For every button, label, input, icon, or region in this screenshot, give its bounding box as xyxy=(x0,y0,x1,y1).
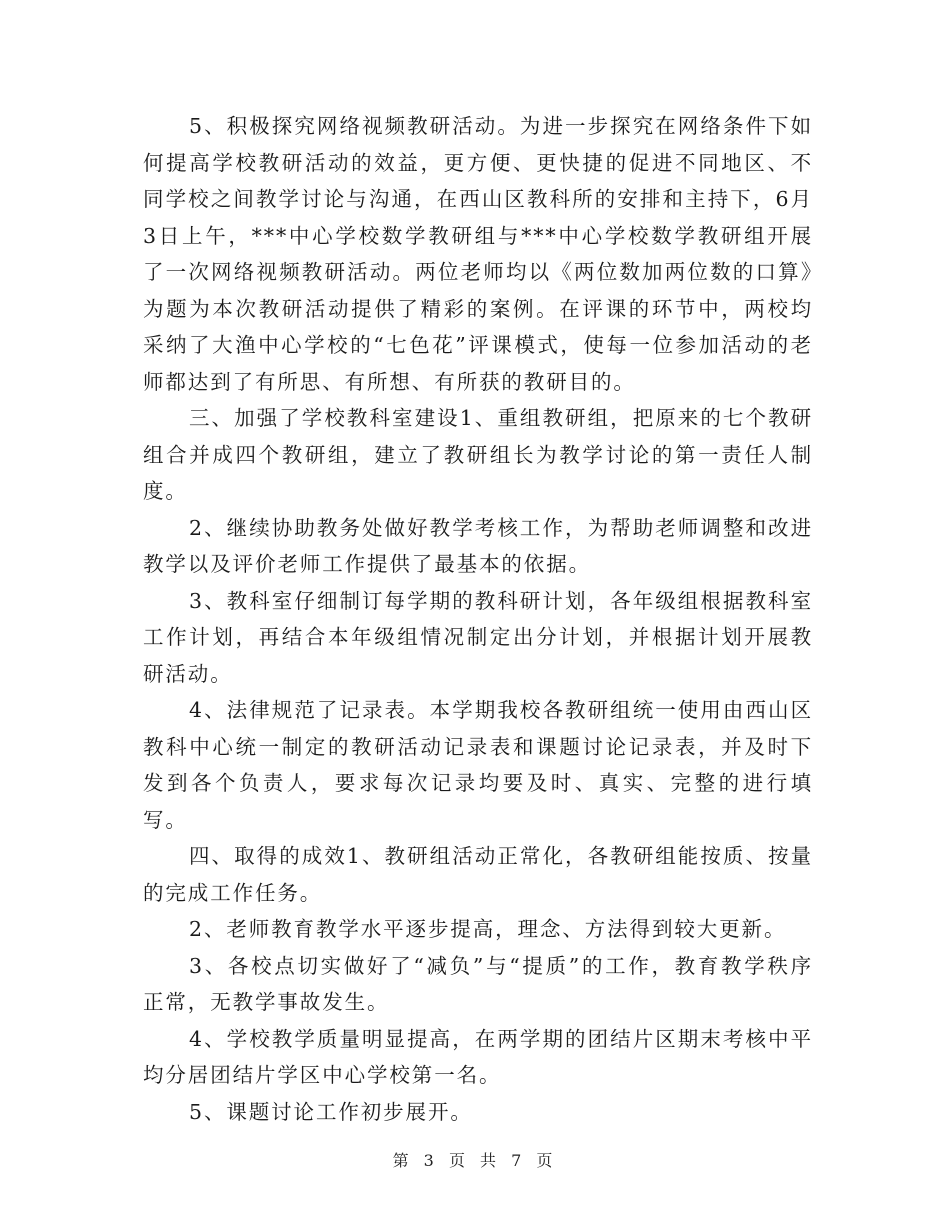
paragraph-research-topics: 5、课题讨论工作初步展开。 xyxy=(189,1099,473,1124)
paragraph-online-video-research: 5、积极探究网络视频教研活动。为进一步探究在网络条件下如何提高学校教研活动的效益，更方便、更快捷的促进不同地区、不同学校之间教学讨论与沟通，在西山区教科所的安排和主持下，6月3日上午，***中心学校数学教研组与***中心学校数学教研组开展了一次网络视频教研活动。两位老师均以《两位数加两位数的口算》为题为本次教研活动提供了精彩的案例。在评课的环节中，两校均采纳了大渔中心学校的“七色花”评课模式，使每一位参加活动的老师都达到了有所思、有所想、有所获的教研目的。 xyxy=(143,114,813,394)
page-number-footer: 第 3 页 共 7 页 xyxy=(392,1151,558,1170)
paragraph-section-four-results: 四、取得的成效1、教研组活动正常化，各教研组能按质、按量的完成工作任务。 xyxy=(143,844,813,905)
paragraph-record-forms: 4、法律规范了记录表。本学期我校各教研组统一使用由西山区教科中心统一制定的教研活动记录表和课题讨论记录表，并及时下发到各个负责人，要求每次记录均要及时、真实、完整的进行填写。 xyxy=(143,698,813,832)
paragraph-burden-reduction: 3、各校点切实做好了“减负”与“提质”的工作，教育教学秩序正常，无教学事故发生。 xyxy=(143,953,813,1014)
paragraph-quality-improvement: 4、学校教学质量明显提高，在两学期的团结片区期末考核中平均分居团结片学区中心学校第一名。 xyxy=(143,1026,813,1087)
paragraph-section-three-regroup: 三、加强了学校教科室建设1、重组教研组，把原来的七个教研组合并成四个教研组，建立了教研组长为教学讨论的第一责任人制度。 xyxy=(143,406,813,503)
paragraph-assessment-support: 2、继续协助教务处做好教学考核工作，为帮助老师调整和改进教学以及评价老师工作提供了最基本的依据。 xyxy=(143,515,813,576)
document-body xyxy=(143,108,813,1130)
paragraph-research-plan: 3、教科室仔细制订每学期的教科研计划，各年级组根据教科室工作计划，再结合本年级组情况制定出分计划，并根据计划开展教研活动。 xyxy=(143,588,813,686)
paragraph-teacher-improvement: 2、老师教育教学水平逐步提高，理念、方法得到较大更新。 xyxy=(189,917,787,941)
